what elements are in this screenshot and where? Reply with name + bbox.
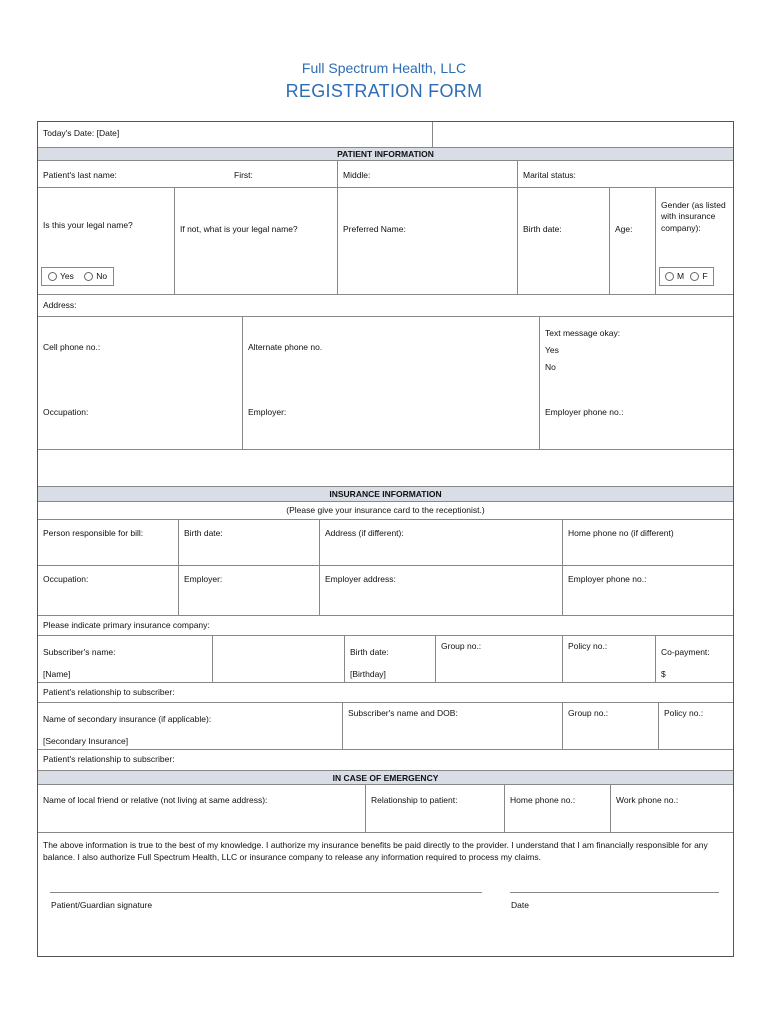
subscriber-name-value[interactable]: [Name]	[43, 669, 71, 679]
age-field[interactable]: Age:	[610, 188, 656, 295]
policy-no-field[interactable]: Policy no.:	[563, 636, 656, 683]
subscriber-birth-cell[interactable]	[345, 636, 436, 683]
marital-status-field[interactable]: Marital status:	[518, 161, 733, 188]
form-title: REGISTRATION FORM	[285, 81, 483, 101]
employer-phone-field[interactable]: Employer phone no.:	[540, 402, 733, 450]
copayment-label: Co-payment:	[661, 647, 710, 657]
legal-name-radio-group	[41, 267, 114, 286]
person-responsible-field[interactable]: Person responsible for bill:	[38, 520, 179, 566]
legal-name-question: Is this your legal name?	[43, 220, 133, 230]
birth-date-field[interactable]: Birth date:	[518, 188, 610, 295]
primary-insurance-field[interactable]: Please indicate primary insurance company:	[38, 616, 733, 636]
signature-label: Patient/Guardian signature	[51, 900, 153, 910]
alternate-phone-field[interactable]: Alternate phone no.	[243, 317, 540, 402]
subscriber-birth-value[interactable]: [Birthday]	[350, 669, 386, 679]
secondary-relationship-field[interactable]: Patient's relationship to subscriber:	[43, 754, 175, 764]
legal-name-no[interactable]: No	[84, 271, 107, 282]
secondary-insurance-cell[interactable]	[38, 703, 343, 750]
relationship-field[interactable]: Patient's relationship to subscriber:	[38, 683, 733, 703]
last-name-label: Patient's last name:	[43, 170, 117, 180]
date-line[interactable]	[510, 892, 719, 893]
copayment-value[interactable]: $	[661, 669, 666, 679]
address-field[interactable]: Address:	[38, 295, 733, 317]
secondary-insurance-label: Name of secondary insurance (if applicable):	[43, 714, 212, 724]
patient-section-header: PATIENT INFORMATION	[38, 147, 733, 161]
text-message-label: Text message okay:	[545, 328, 621, 338]
insurance-section-header: INSURANCE INFORMATION	[38, 486, 733, 502]
gender-f[interactable]: F	[690, 271, 707, 282]
radio-icon[interactable]	[665, 272, 674, 281]
secondary-policy-no-field[interactable]: Policy no.:	[659, 703, 733, 750]
subscriber-blank-cell[interactable]	[213, 636, 345, 683]
date-label: Date	[511, 900, 529, 910]
radio-icon[interactable]	[690, 272, 699, 281]
subscriber-name-cell[interactable]	[38, 636, 213, 683]
radio-icon[interactable]	[84, 272, 93, 281]
occupation-field[interactable]: Occupation:	[38, 402, 243, 450]
text-message-cell	[540, 317, 733, 402]
registration-form	[37, 121, 734, 957]
insurance-note: (Please give your insurance card to the receptionist.)	[38, 502, 733, 520]
responsible-occupation-field[interactable]: Occupation:	[38, 566, 179, 616]
radio-icon[interactable]	[48, 272, 57, 281]
text-message-no[interactable]: No	[545, 362, 556, 372]
gender-m[interactable]: M	[665, 271, 684, 282]
secondary-insurance-value[interactable]: [Secondary Insurance]	[43, 736, 129, 746]
text-message-yes[interactable]: Yes	[545, 345, 559, 355]
company-name: Full Spectrum Health, LLC	[301, 60, 467, 76]
cell-phone-field[interactable]: Cell phone no.:	[38, 317, 243, 402]
emergency-work-phone-field[interactable]: Work phone no.:	[611, 785, 733, 833]
legal-name-yes[interactable]: Yes	[48, 271, 74, 282]
blank-row[interactable]	[38, 450, 733, 486]
emergency-section-header: IN CASE OF EMERGENCY	[38, 770, 733, 785]
gender-radio-group	[659, 267, 714, 286]
gender-cell	[656, 188, 733, 295]
subscriber-name-dob-field[interactable]: Subscriber's name and DOB:	[343, 703, 563, 750]
emergency-home-phone-field[interactable]: Home phone no.:	[505, 785, 611, 833]
responsible-home-phone-field[interactable]: Home phone no (if different)	[563, 520, 733, 566]
responsible-birth-date-field[interactable]: Birth date:	[179, 520, 320, 566]
emergency-contact-field[interactable]: Name of local friend or relative (not living at same address):	[38, 785, 366, 833]
gender-label: Gender (as listed with insurance company):	[661, 200, 726, 233]
responsible-address-field[interactable]: Address (if different):	[320, 520, 563, 566]
first-name-label: First:	[234, 170, 253, 180]
last-name-field[interactable]	[38, 161, 338, 188]
subscriber-birth-label: Birth date:	[350, 647, 389, 657]
emergency-relationship-field[interactable]: Relationship to patient:	[366, 785, 505, 833]
legal-name-field[interactable]: If not, what is your legal name?	[175, 188, 338, 295]
employer-field[interactable]: Employer:	[243, 402, 540, 450]
signature-line[interactable]	[50, 892, 482, 893]
subscriber-name-label: Subscriber's name:	[43, 647, 116, 657]
middle-name-field[interactable]: Middle:	[338, 161, 518, 188]
legal-name-question-cell	[38, 188, 175, 295]
responsible-employer-address-field[interactable]: Employer address:	[320, 566, 563, 616]
responsible-employer-phone-field[interactable]: Employer phone no.:	[563, 566, 733, 616]
todays-date-blank[interactable]	[433, 122, 733, 147]
group-no-field[interactable]: Group no.:	[436, 636, 563, 683]
preferred-name-field[interactable]: Preferred Name:	[338, 188, 518, 295]
secondary-group-no-field[interactable]: Group no.:	[563, 703, 659, 750]
todays-date-field[interactable]: Today's Date: [Date]	[38, 122, 433, 147]
responsible-employer-field[interactable]: Employer:	[179, 566, 320, 616]
authorization-statement: The above information is true to the best of my knowledge. I authorize my insurance benefits be paid directly to the provider. I understand that I am financially responsible for any balance. I also authorize Full Spectrum Health, LLC or insurance company to release any information required to process my claims.	[43, 840, 708, 862]
copayment-cell[interactable]	[656, 636, 733, 683]
